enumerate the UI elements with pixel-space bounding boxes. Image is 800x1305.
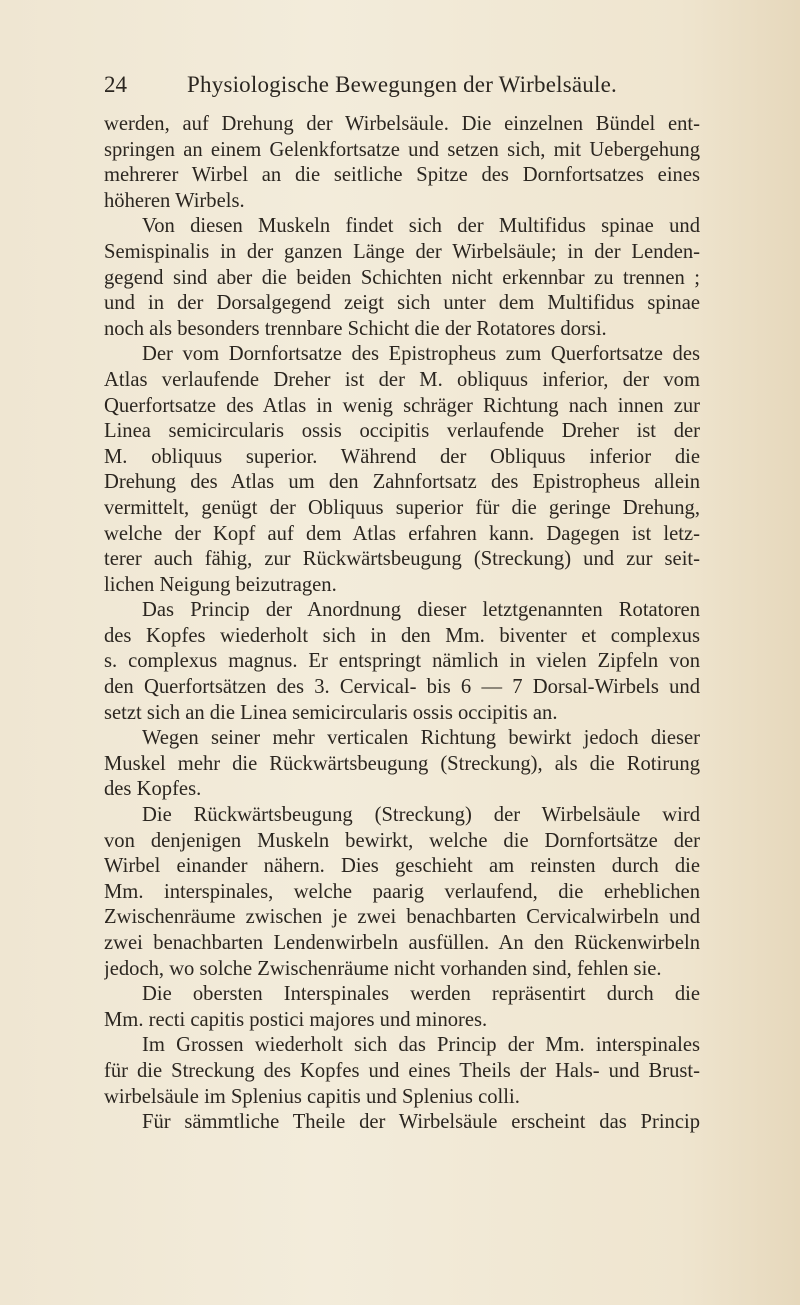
text-line: Mm. recti capitis postici majores und minores. xyxy=(104,1008,488,1031)
text-line: lichen Neigung beizutragen. xyxy=(104,573,337,596)
text-line: höheren Wirbels. xyxy=(104,189,245,212)
text-line: von denjenigen Muskeln bewirkt, welche die Dornfortsätze der xyxy=(104,829,700,852)
text-line: Atlas verlaufende Dreher ist der M. obliquus inferior, der vom xyxy=(104,368,700,391)
text-line: Die Rückwärtsbeugung (Streckung) der Wirbelsäule wird xyxy=(142,804,700,827)
text-line: welche der Kopf auf dem Atlas erfahren kann. Dagegen ist letz- xyxy=(104,522,700,545)
text-line: Muskel mehr die Rückwärtsbeugung (Streckung), als die Rotirung xyxy=(104,752,700,775)
text-line: jedoch, wo solche Zwischenräume nicht vorhanden sind, fehlen sie. xyxy=(104,957,662,980)
text-line: Für sämmtliche Theile der Wirbelsäule erscheint das Princip xyxy=(142,1111,700,1134)
body-text xyxy=(104,112,700,1136)
text-line: s. complexus magnus. Er entspringt nämlich in vielen Zipfeln von xyxy=(104,650,700,673)
text-line: Wirbel einander nähern. Dies geschieht am reinsten durch die xyxy=(104,855,700,878)
text-line: Wegen seiner mehr verticalen Richtung bewirkt jedoch dieser xyxy=(142,727,700,750)
text-line: Mm. interspinales, welche paarig verlaufend, die erheblichen xyxy=(104,880,700,903)
text-line: den Querfortsätzen des 3. Cervical- bis 6 — 7 Dorsal-Wirbels und xyxy=(104,676,700,699)
text-line: Zwischenräume zwischen je zwei benachbarten Cervicalwirbeln und xyxy=(104,906,700,929)
running-title: Physiologische Bewegungen der Wirbelsäule. xyxy=(187,72,617,97)
text-line: des Kopfes. xyxy=(104,778,202,801)
text-line: Drehung des Atlas um den Zahnfortsatz des Epistropheus allein xyxy=(104,471,700,494)
text-line: Die obersten Interspinales werden repräsentirt durch die xyxy=(142,983,700,1006)
text-line: M. obliquus superior. Während der Obliquus inferior die xyxy=(104,445,700,468)
text-line: Linea semicircularis ossis occipitis verlaufende Dreher ist der xyxy=(104,420,700,443)
text-line: mehrerer Wirbel an die seitliche Spitze des Dornfortsatzes eines xyxy=(104,164,700,187)
text-line: springen an einem Gelenkfortsatze und setzen sich, mit Uebergehung xyxy=(104,138,700,161)
text-line: Der vom Dornfortsatze des Epistropheus zum Querfortsatze des xyxy=(142,343,700,366)
text-line: wirbelsäule im Splenius capitis und Splenius colli. xyxy=(104,1085,520,1108)
text-line: und in der Dorsalgegend zeigt sich unter dem Multifidus spinae xyxy=(104,292,700,315)
text-line: Von diesen Muskeln findet sich der Multifidus spinae und xyxy=(142,215,700,238)
text-line: Im Grossen wiederholt sich das Princip der Mm. interspinales xyxy=(142,1034,700,1057)
text-line: zwei benachbarten Lendenwirbeln ausfüllen. An den Rückenwirbeln xyxy=(104,932,700,954)
text-line: für die Streckung des Kopfes und eines Theils der Hals- und Brust- xyxy=(104,1059,700,1082)
text-line: vermittelt, genügt der Obliquus superior für die geringe Drehung, xyxy=(104,496,700,519)
text-line: Semispinalis in der ganzen Länge der Wirbelsäule; in der Lenden- xyxy=(104,240,700,263)
text-line: werden, auf Drehung der Wirbelsäule. Die einzelnen Bündel ent- xyxy=(104,113,700,135)
page-header xyxy=(104,72,700,102)
text-line: noch als besonders trennbare Schicht die der Rotatores dorsi. xyxy=(104,317,607,340)
page-number: 24 xyxy=(104,72,127,97)
text-line: gegend sind aber die beiden Schichten nicht erkennbar zu trennen ; xyxy=(104,266,700,289)
text-line: terer auch fähig, zur Rückwärtsbeugung (Streckung) und zur seit- xyxy=(104,548,700,571)
text-line: setzt sich an die Linea semicircularis ossis occipitis an. xyxy=(104,701,558,724)
text-line: Das Princip der Anordnung dieser letztgenannten Rotatoren xyxy=(142,599,700,622)
text-line: des Kopfes wiederholt sich in den Mm. biventer et complexus xyxy=(104,624,700,647)
text-line: Querfortsatze des Atlas in wenig schräger Richtung nach innen zur xyxy=(104,394,700,417)
